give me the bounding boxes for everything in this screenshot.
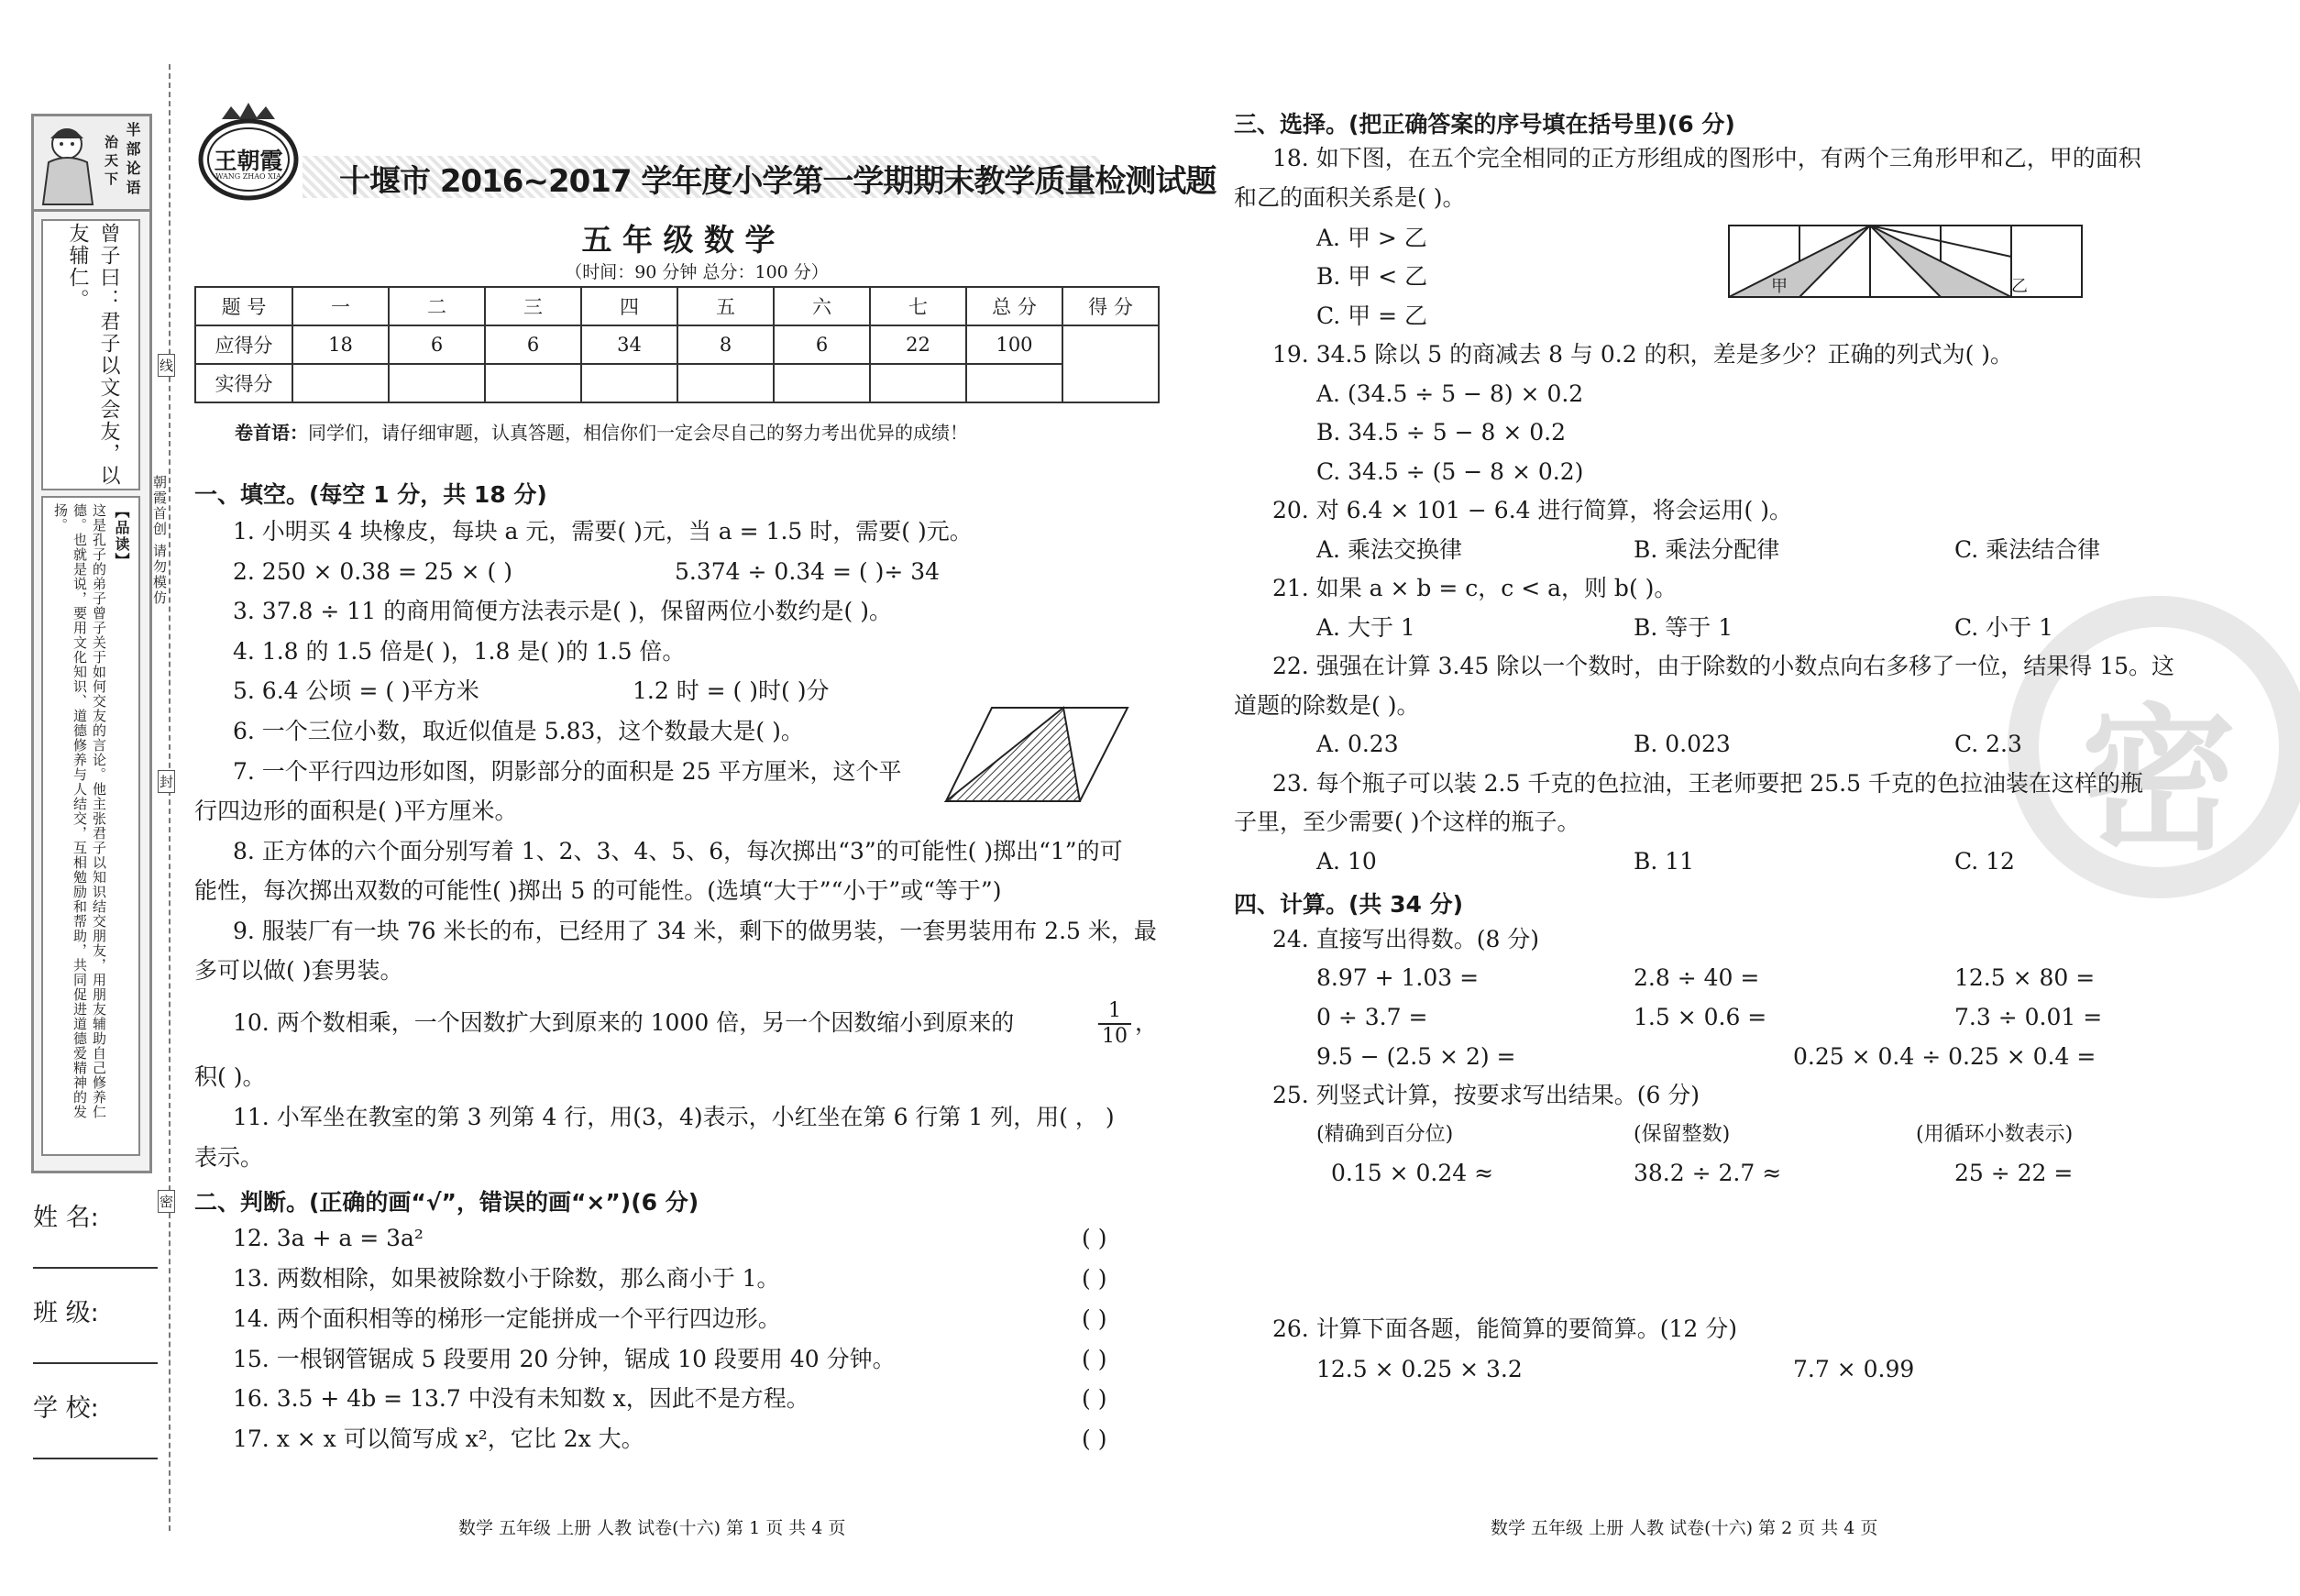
option: B. 0.023 [1634,731,1731,757]
side-brand: 朝霞首创 请勿模仿 [151,475,168,606]
table-cell: 22 [870,325,966,364]
calc-item: 1.5 × 0.6 = [1634,1004,1767,1030]
mark-secret: 密 [158,1190,175,1213]
table-cell: 五 [677,287,774,325]
watermark-text: 密 [2080,690,2237,872]
calc-note: (保留整数) [1634,1123,1731,1146]
reading-label: 【品读】 [113,503,130,569]
table-cell: 总 分 [966,287,1062,325]
option: B. 11 [1634,848,1695,875]
question-10-comma: ， [1135,1009,1159,1036]
subject-title: 五 年 级 数 学 [581,222,776,258]
calc-item: 12.5 × 80 = [1954,964,2096,991]
question-9a: 9. 服装厂有一块 76 米长的布，已经用了 34 米，剩下的做男装，一套男装用布 2.5 米，最 [233,918,1157,944]
answer-paren[interactable]: ( ) [1082,1305,1107,1332]
question-10b: 积( )。 [194,1063,266,1090]
question-24: 24. 直接写出得数。(8 分) [1272,926,1540,952]
question-4: 4. 1.8 的 1.5 倍是( )，1.8 是( )的 1.5 倍。 [233,638,686,665]
fraction-denominator: 10 [1102,1025,1128,1048]
option: A. 大于 1 [1316,614,1415,641]
option: A. 0.23 [1316,731,1399,757]
question-5b: 1.2 时 = ( )时( )分 [633,677,830,704]
section3-title: 三、选择。(把正确答案的序号填在括号里)(6 分) [1234,111,1735,138]
exam-title: 十堰市 2016~2017 学年度小学第一学期期末教学质量检测试题 [339,163,1216,200]
question-26: 26. 计算下面各题，能简算的要简算。(12 分) [1272,1315,1737,1342]
calc-item: 12.5 × 0.25 × 3.2 [1316,1356,1523,1382]
time-info: （时间：90 分钟 总分：100 分） [565,262,829,282]
mark-line: 线 [158,354,175,377]
table-cell: 18 [292,325,389,364]
option: C. 乘法结合律 [1954,536,2101,563]
table-cell: 二 [389,287,485,325]
option: C. 小于 1 [1954,614,2053,641]
option: A. 10 [1316,848,1377,875]
option: A. 甲 > 乙 [1316,225,1427,251]
question-8b: 能性，每次掷出双数的可能性( )掷出 5 的可能性。(选填“大于”“小于”或“等于”) [194,877,1002,904]
score-input-cell[interactable] [485,364,581,402]
quote-box [31,209,152,1173]
motto-top: 半部论语 [124,122,141,199]
option: C. 2.3 [1954,731,2022,757]
table-cell: 题 号 [195,287,292,325]
question-5a: 5. 6.4 公顷 = ( )平方米 [233,677,479,704]
score-input-cell[interactable] [870,364,966,402]
question-3: 3. 37.8 ÷ 11 的商用简便方法表示是( )，保留两位小数约是( )。 [233,598,892,624]
answer-paren[interactable]: ( ) [1082,1385,1107,1412]
judge-item: 14. 两个面积相等的梯形一定能拼成一个平行四边形。 [233,1305,781,1332]
score-input-cell[interactable] [1062,325,1159,402]
intro-text: 同学们，请仔细审题，认真答题，相信你们一定会尽自己的努力考出优异的成绩！ [308,422,968,444]
fig-label-jia: 甲 [1771,277,1788,296]
judge-item: 15. 一根钢管锯成 5 段要用 20 分钟，锯成 10 段要用 40 分钟。 [233,1346,896,1372]
score-input-cell[interactable] [581,364,677,402]
intro [235,418,968,445]
question-6: 6. 一个三位小数，取近似值是 5.83，这个数最大是( )。 [233,718,804,744]
option: A. 乘法交换律 [1316,536,1462,563]
question-19: 19. 34.5 除以 5 的商减去 8 与 0.2 的积，差是多少？正确的列式为( )。 [1272,341,2014,368]
question-18a: 18. 如下图，在五个完全相同的正方形组成的图形中，有两个三角形甲和乙，甲的面积 [1272,145,2141,171]
option: C. 34.5 ÷ (5 − 8 × 0.2) [1316,458,1584,485]
question-9b: 多可以做( )套男装。 [194,957,403,984]
table-cell: 三 [485,287,581,325]
calc-item: 7.7 × 0.99 [1793,1356,1915,1382]
table-cell: 6 [485,325,581,364]
question-7b: 行四边形的面积是( )平方厘米。 [194,798,518,824]
question-2a: 2. 250 × 0.38 = 25 × ( ) [233,558,512,585]
table-cell: 应得分 [195,325,292,364]
question-23a: 23. 每个瓶子可以装 2.5 千克的色拉油，王老师要把 25.5 千克的色拉油装在这样的瓶 [1272,770,2143,797]
judge-item: 16. 3.5 + 4b = 13.7 中没有未知数 x，因此不是方程。 [233,1385,809,1412]
section2-title: 二、判断。(正确的画“√”，错误的画“×”)(6 分) [194,1189,699,1216]
question-22a: 22. 强强在计算 3.45 除以一个数时，由于除数的小数点向右多移了一位，结果得 15。这 [1272,653,2175,679]
score-table [194,286,1160,403]
table-row [195,364,1159,402]
calc-item: 9.5 − (2.5 × 2) = [1316,1043,1516,1070]
question-23b: 子里，至少需要( )个这样的瓶子。 [1234,809,1580,835]
table-row [195,287,1159,325]
calc-item: 0.15 × 0.24 ≈ [1331,1160,1494,1186]
fraction-one-tenth [1098,999,1131,1049]
mark-seal: 封 [158,770,175,793]
question-8a: 8. 正方体的六个面分别写着 1、2、3、4、5、6，每次掷出“3”的可能性( )掷出“1”的可 [233,838,1123,864]
cut-line [169,64,171,1531]
answer-paren[interactable]: ( ) [1082,1346,1107,1372]
judge-item: 12. 3a + a = 3a² [233,1225,424,1251]
scholar-icon [38,120,102,208]
parallelogram-figure [944,704,1129,805]
table-cell: 8 [677,325,774,364]
table-cell: 100 [966,325,1062,364]
fig-label-yi: 乙 [2011,277,2028,296]
question-21: 21. 如果 a × b = c，c < a，则 b( )。 [1272,575,1678,601]
table-cell: 34 [581,325,677,364]
option: B. 乘法分配律 [1634,536,1780,563]
table-cell: 得 分 [1062,287,1159,325]
score-input-cell[interactable] [966,364,1062,402]
answer-paren[interactable]: ( ) [1082,1265,1107,1292]
option: B. 34.5 ÷ 5 − 8 × 0.2 [1316,419,1567,446]
option: B. 等于 1 [1634,614,1733,641]
calc-item: 2.8 ÷ 40 = [1634,964,1760,991]
question-20: 20. 对 6.4 × 101 − 6.4 进行简算，将会运用( )。 [1272,497,1792,523]
option: A. (34.5 ÷ 5 − 8) × 0.2 [1316,380,1584,407]
score-input-cell[interactable] [677,364,774,402]
class-field[interactable]: 班 级: [33,1293,158,1366]
question-7a: 7. 一个平行四边形如图，阴影部分的面积是 25 平方厘米，这个平 [233,758,902,785]
score-input-cell[interactable] [292,364,389,402]
answer-paren[interactable]: ( ) [1082,1425,1107,1452]
calc-item: 8.97 + 1.03 = [1316,964,1480,991]
calc-note: (精确到百分位) [1316,1123,1454,1146]
table-cell: 实得分 [195,364,292,402]
calc-item: 0 ÷ 3.7 = [1316,1004,1428,1030]
calc-item: 7.3 ÷ 0.01 = [1954,1004,2103,1030]
question-22b: 道题的除数是( )。 [1234,692,1420,719]
school-field[interactable]: 学 校: [33,1388,158,1461]
logo-text: 王朝霞 [214,148,283,174]
table-cell: 6 [389,325,485,364]
calc-item: 38.2 ÷ 2.7 ≈ [1634,1160,1782,1186]
question-11a: 11. 小军坐在教室的第 3 列第 4 行，用(3，4)表示，小红坐在第 6 行第 1 列，用( ， ) [233,1104,1115,1130]
quote-text: 曾子曰：君子以文会友，以友辅仁。 [66,223,120,487]
calc-item: 0.25 × 0.4 ÷ 0.25 × 0.4 = [1793,1043,2096,1070]
table-cell: 四 [581,287,677,325]
score-input-cell[interactable] [774,364,870,402]
footer-left: 数学 五年级 上册 人教 试卷(十六) 第 1 页 共 4 页 [458,1518,846,1538]
judge-item: 13. 两数相除，如果被除数小于除数，那么商小于 1。 [233,1265,780,1292]
question-18b: 和乙的面积关系是( )。 [1234,184,1466,211]
table-cell: 一 [292,287,389,325]
fraction-numerator: 1 [1098,999,1131,1025]
table-cell: 七 [870,287,966,325]
question-10a: 10. 两个数相乘，一个因数扩大到原来的 1000 倍，另一个因数缩小到原来的 [233,1009,1015,1036]
question-2b: 5.374 ÷ 0.34 = ( )÷ 34 [675,558,941,585]
option: B. 甲 < 乙 [1316,263,1428,290]
calc-note: (用循环小数表示) [1916,1123,2074,1146]
section4-title: 四、计算。(共 34 分) [1234,891,1464,918]
option: C. 甲 = 乙 [1316,303,1427,329]
judge-item: 17. x × x 可以简写成 x²，它比 2x 大。 [233,1425,644,1452]
option: C. 12 [1954,848,2015,875]
logo-sub: WANG ZHAO XIA [215,172,281,181]
motto-sub: 治天下 [103,135,119,190]
name-field[interactable]: 姓 名: [33,1197,158,1271]
score-input-cell[interactable] [389,364,485,402]
logo [194,103,303,202]
intro-label: 卷首语： [235,422,308,444]
table-cell: 6 [774,325,870,364]
table-row [195,325,1159,364]
question-25: 25. 列竖式计算，按要求写出结果。(6 分) [1272,1082,1700,1108]
answer-paren[interactable]: ( ) [1082,1225,1107,1251]
question-11b: 表示。 [194,1144,264,1171]
motto-badge [31,114,152,212]
table-cell: 六 [774,287,870,325]
calc-item: 25 ÷ 22 = [1954,1160,2074,1186]
reading-text: 这是孔子的弟子曾子关于如何交友的言论。他主张君子以知识结交朋友，用朋友辅助自己修养仁德。也就是说，要用文化知识、道德修养与人结交，互相勉励和帮助，共同促进道德爱精神的发扬。 [52,503,107,1119]
question-1: 1. 小明买 4 块橡皮，每块 a 元，需要( )元，当 a = 1.5 时，需要( )元。 [233,518,973,545]
footer-right: 数学 五年级 上册 人教 试卷(十六) 第 2 页 共 4 页 [1491,1518,1878,1538]
section1-title: 一、填空。(每空 1 分，共 18 分) [194,481,547,508]
